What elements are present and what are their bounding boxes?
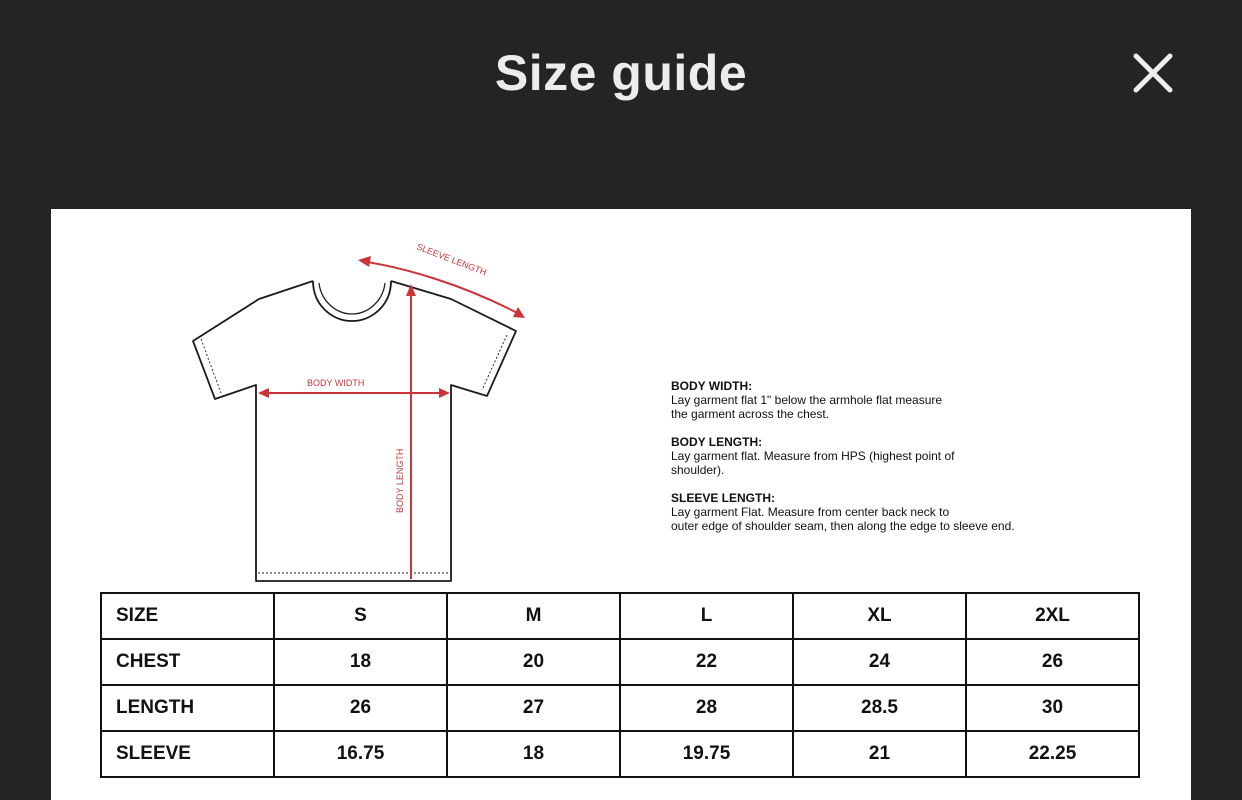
table-cell: 27 [447, 685, 620, 731]
table-header-cell: 2XL [966, 593, 1139, 639]
sleeve-length-label: SLEEVE LENGTH [415, 241, 488, 278]
instruction-body-length: BODY LENGTH: Lay garment flat. Measure from HPS (highest point of shoulder). [671, 435, 955, 477]
table-cell: 26 [966, 639, 1139, 685]
body-length-label: BODY LENGTH [395, 448, 405, 513]
tshirt-diagram [51, 209, 651, 589]
page-title: Size guide [494, 45, 748, 101]
table-cell: 20 [447, 639, 620, 685]
table-cell: 28 [620, 685, 793, 731]
table-cell: 16.75 [274, 731, 447, 777]
table-cell: 24 [793, 639, 966, 685]
table-row [101, 639, 1139, 685]
table-cell: 18 [447, 731, 620, 777]
size-table [100, 592, 1140, 778]
body-width-label: BODY WIDTH [307, 378, 365, 388]
table-header-cell: XL [793, 593, 966, 639]
table-header-row [101, 593, 1139, 639]
instruction-body-width: BODY WIDTH: Lay garment flat 1" below the armhole flat measure the garment across the chest. [671, 379, 943, 421]
table-header-cell: SIZE [101, 593, 274, 639]
table-cell: 26 [274, 685, 447, 731]
tshirt-outline [193, 281, 516, 581]
table-cell: 18 [274, 639, 447, 685]
table-header-cell: S [274, 593, 447, 639]
table-header-cell: M [447, 593, 620, 639]
sleeve-length-arrow [361, 261, 521, 315]
table-header-cell: L [620, 593, 793, 639]
table-cell: 21 [793, 731, 966, 777]
table-cell: CHEST [101, 639, 274, 685]
table-cell: 19.75 [620, 731, 793, 777]
table-row [101, 731, 1139, 777]
measurement-instructions [671, 379, 1131, 547]
table-cell: SLEEVE [101, 731, 274, 777]
instruction-sleeve-length: SLEEVE LENGTH: Lay garment Flat. Measure from center back neck to outer edge of shoulder seam, then along the edge to sleeve end. [671, 491, 1015, 533]
table-row [101, 685, 1139, 731]
close-icon [1126, 48, 1180, 102]
tshirt-collar [313, 281, 391, 321]
close-button[interactable] [1126, 48, 1180, 102]
table-cell: 22.25 [966, 731, 1139, 777]
table-cell: 28.5 [793, 685, 966, 731]
table-cell: 30 [966, 685, 1139, 731]
table-cell: 22 [620, 639, 793, 685]
table-cell: LENGTH [101, 685, 274, 731]
size-guide-image [51, 209, 1191, 800]
